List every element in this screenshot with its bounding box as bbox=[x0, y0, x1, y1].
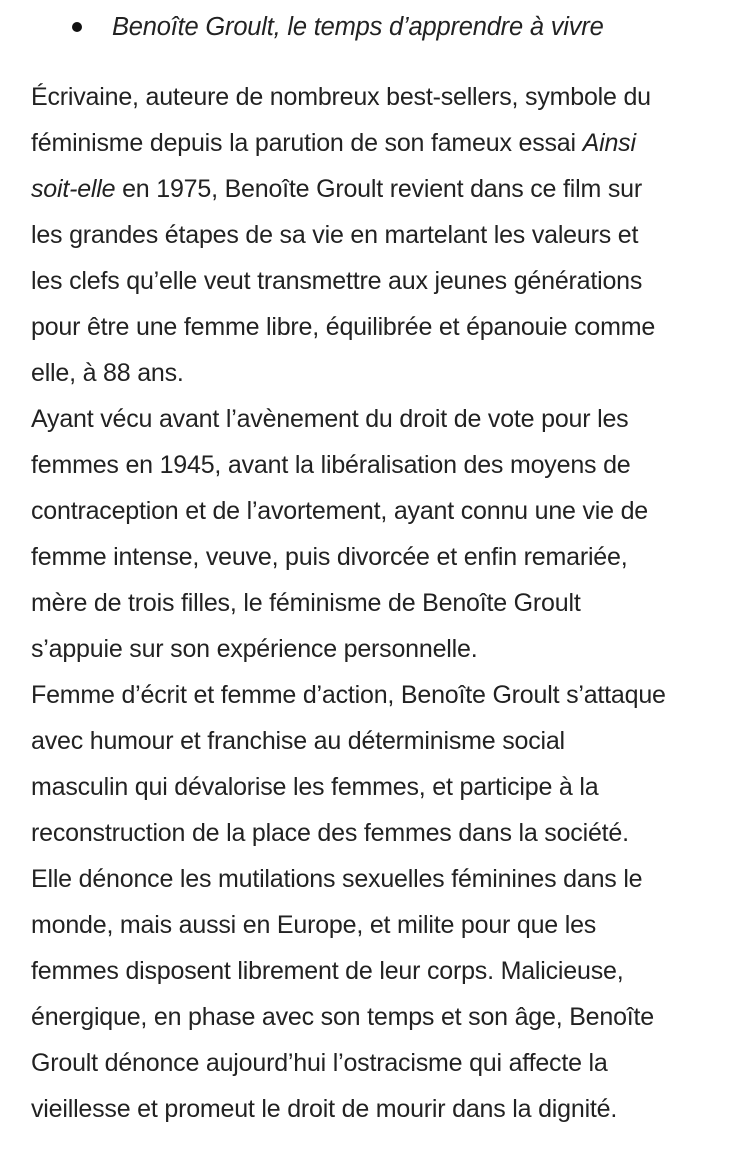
bulleted-list-item bbox=[0, 6, 733, 46]
text-line: pour être une femme libre, équilibrée et épanouie comme bbox=[31, 313, 656, 341]
text-line: monde, mais aussi en Europe, et milite pour que les bbox=[31, 911, 597, 939]
paragraph-biography bbox=[31, 396, 721, 672]
book-title-part-2: soit-elle bbox=[31, 175, 116, 203]
bullet-dot-icon bbox=[72, 22, 82, 32]
text-line: s’appuie sur son expérience personnelle. bbox=[31, 635, 478, 663]
text-line: les clefs qu’elle veut transmettre aux jeunes générations bbox=[31, 267, 643, 295]
text-line: Écrivaine, auteure de nombreux best-sellers, symbole du bbox=[31, 83, 651, 111]
paragraph-activism bbox=[31, 672, 721, 1132]
book-title-part-1: Ainsi bbox=[582, 129, 636, 157]
text-line: reconstruction de la place des femmes dans la société. bbox=[31, 819, 629, 847]
text-line: masculin qui dévalorise les femmes, et participe à la bbox=[31, 773, 599, 801]
text-span: en 1975, Benoîte Groult revient dans ce film sur bbox=[115, 175, 642, 203]
text-line: Ayant vécu avant l’avènement du droit de vote pour les bbox=[31, 405, 629, 433]
paragraph-intro bbox=[31, 74, 721, 396]
text-line: vieillesse et promeut le droit de mourir dans la dignité. bbox=[31, 1095, 618, 1123]
text-line: avec humour et franchise au déterminisme social bbox=[31, 727, 565, 755]
article-body bbox=[31, 74, 721, 1132]
text-line: femmes disposent librement de leur corps. Malicieuse, bbox=[31, 957, 624, 985]
film-title: Benoîte Groult, le temps d’apprendre à vivre bbox=[112, 13, 604, 41]
text-line: femme intense, veuve, puis divorcée et enfin remariée, bbox=[31, 543, 628, 571]
text-line: Groult dénonce aujourd’hui l’ostracisme qui affecte la bbox=[31, 1049, 608, 1077]
text-line: énergique, en phase avec son temps et son âge, Benoîte bbox=[31, 1003, 654, 1031]
text-line: les grandes étapes de sa vie en martelant les valeurs et bbox=[31, 221, 639, 249]
text-line: Elle dénonce les mutilations sexuelles féminines dans le bbox=[31, 865, 643, 893]
text-line bbox=[31, 120, 721, 166]
text-line: femmes en 1945, avant la libéralisation des moyens de bbox=[31, 451, 631, 479]
text-line: Femme d’écrit et femme d’action, Benoîte Groult s’attaque bbox=[31, 681, 666, 709]
text-line bbox=[31, 166, 721, 212]
text-span: féminisme depuis la parution de son fameux essai bbox=[31, 129, 583, 157]
text-line: elle, à 88 ans. bbox=[31, 359, 184, 387]
text-line: mère de trois filles, le féminisme de Benoîte Groult bbox=[31, 589, 581, 617]
text-line: contraception et de l’avortement, ayant connu une vie de bbox=[31, 497, 648, 525]
